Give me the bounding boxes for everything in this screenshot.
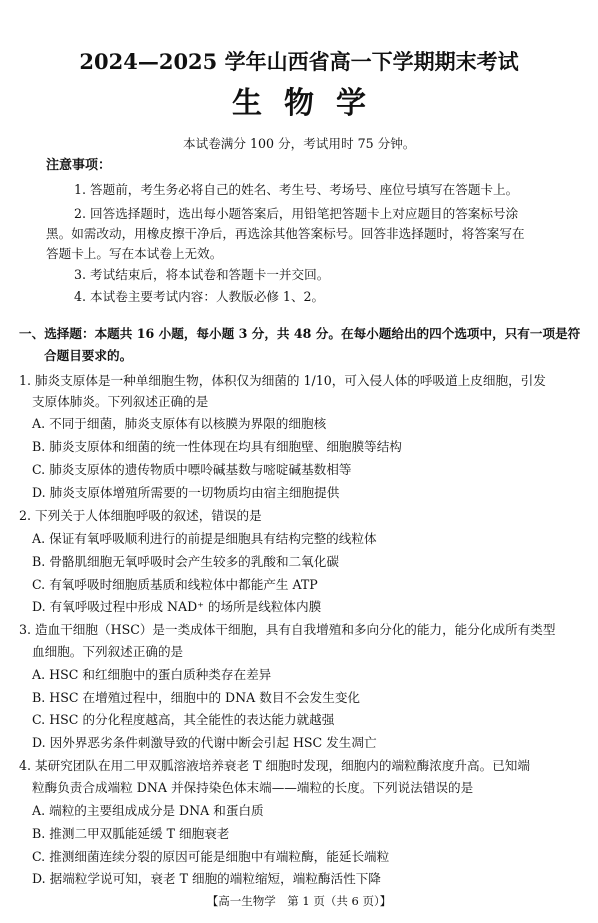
- page-footer: 【高一生物学 第 1 页（共 6 页）】: [206, 894, 392, 908]
- subject-title: 生物学: [232, 86, 388, 121]
- notice-heading: 注意事项：: [46, 158, 112, 173]
- notice-line: 黑。如需改动，用橡皮擦干净后，再选涂其他答案标号。回答非选择题时，将答案写在: [46, 226, 525, 241]
- question-stem: 2. 下列关于人体细胞呼吸的叙述，错误的是: [19, 508, 262, 523]
- option-b: B. HSC 在增殖过程中，细胞中的 DNA 数目不会发生变化: [32, 690, 361, 705]
- option-b: B. 肺炎支原体和细菌的统一性体现在均具有细胞壁、细胞膜等结构: [32, 439, 402, 454]
- option-d: D. 因外界恶劣条件刺激导致的代谢中断会引起 HSC 发生凋亡: [32, 735, 377, 750]
- notice-line: 4. 本试卷主要考试内容：人教版必修 1、2。: [74, 289, 325, 304]
- question-stem: 4. 某研究团队在用二甲双胍溶液培养衰老 T 细胞时发现，细胞内的端粒酶浓度升高。已知端: [19, 758, 530, 773]
- notice-line: 1. 答题前，考生务必将自己的姓名、考生号、考场号、座位号填写在答题卡上。: [74, 182, 519, 197]
- option-b: B. 推测二甲双胍能延缓 T 细胞衰老: [32, 826, 230, 841]
- notice-line: 2. 回答选择题时，选出每小题答案后，用铅笔把答题卡上对应题目的答案标号涂: [74, 206, 519, 221]
- option-a: A. 保证有氧呼吸顺利进行的前提是细胞具有结构完整的线粒体: [32, 531, 377, 546]
- option-c: C. 肺炎支原体的遗传物质中嘌呤碱基数与嘧啶碱基数相等: [32, 462, 352, 477]
- option-a: A. 端粒的主要组成成分是 DNA 和蛋白质: [32, 803, 264, 818]
- question-stem: 1. 肺炎支原体是一种单细胞生物，体积仅为细菌的 1/10，可入侵人体的呼吸道上皮细胞，引发: [19, 373, 546, 388]
- option-b: B. 骨骼肌细胞无氧呼吸时会产生较多的乳酸和二氧化碳: [32, 554, 339, 569]
- question-stem: 血细胞。下列叙述正确的是: [32, 644, 184, 659]
- option-a: A. 不同于细菌，肺炎支原体有以核膜为界限的细胞核: [32, 416, 327, 431]
- question-stem: 支原体肺炎。下列叙述正确的是: [32, 394, 209, 409]
- section-heading-cont: 合题目要求的。: [44, 348, 133, 363]
- option-d: D. 肺炎支原体增殖所需要的一切物质均由宿主细胞提供: [32, 485, 340, 500]
- option-a: A. HSC 和红细胞中的蛋白质种类存在差异: [32, 667, 272, 682]
- option-d: D. 有氧呼吸过程中形成 NAD⁺ 的场所是线粒体内膜: [32, 599, 322, 614]
- exam-title: 2024—2025 学年山西省高一下学期期末考试: [79, 49, 519, 74]
- question-stem: 3. 造血干细胞（HSC）是一类成体干细胞，具有自我增殖和多向分化的能力，能分化成所有类型: [19, 622, 556, 637]
- option-c: C. 推测细菌连续分裂的原因可能是细胞中有端粒酶，能延长端粒: [32, 849, 390, 864]
- section-heading: 一、选择题：本题共 16 小题，每小题 3 分，共 48 分。在每小题给出的四个选项中，只有一项是符: [19, 326, 581, 341]
- option-c: C. HSC 的分化程度越高，其全能性的表达能力就越强: [32, 712, 335, 727]
- option-d: D. 据端粒学说可知，衰老 T 细胞的端粒缩短，端粒酶活性下降: [32, 871, 381, 886]
- exam-info: 本试卷满分 100 分，考试用时 75 分钟。: [183, 136, 416, 151]
- option-c: C. 有氧呼吸时细胞质基质和线粒体中都能产生 ATP: [32, 577, 318, 592]
- question-stem: 粒酶负责合成端粒 DNA 并保持染色体末端——端粒的长度。下列说法错误的是: [32, 780, 474, 795]
- notice-line: 答题卡上。写在本试卷上无效。: [46, 246, 223, 261]
- notice-line: 3. 考试结束后，将本试卷和答题卡一并交回。: [74, 267, 330, 282]
